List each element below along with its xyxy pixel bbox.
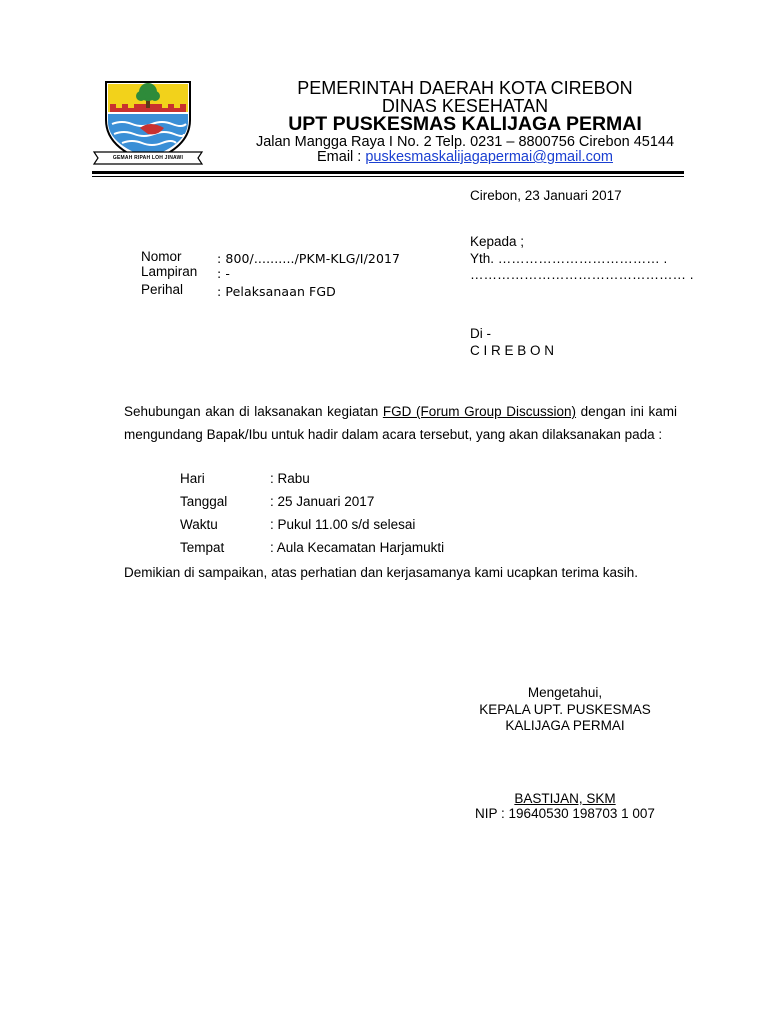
letterhead-email-line	[225, 149, 705, 166]
detail-value-tempat: : Aula Kecamatan Harjamukti	[270, 540, 445, 555]
intro-text-before: Sehubungan akan di laksanakan kegiatan	[124, 404, 383, 419]
letterhead-government: PEMERINTAH DAERAH KOTA CIREBON	[297, 78, 633, 98]
letterhead-divider-thin	[92, 176, 684, 177]
body-paragraph-intro	[124, 400, 677, 446]
recipient-city: C I R E B O N	[470, 343, 555, 358]
nomor-label: Nomor	[141, 249, 182, 264]
perihal-value: : Pelaksanaan FGD	[217, 284, 336, 299]
recipient-dots: ………………………………………… .	[470, 267, 694, 282]
detail-label-waktu: Waktu	[180, 517, 218, 532]
signatory-name: BASTIJAN, SKM	[514, 791, 616, 806]
lampiran-label: Lampiran	[141, 264, 198, 279]
recipient-yth: Yth. ……………………………… .	[470, 251, 668, 266]
fgd-term: FGD (Forum Group Discussion)	[382, 404, 577, 419]
letterhead-department: DINAS KESEHATAN	[381, 96, 549, 116]
detail-label-tempat: Tempat	[180, 540, 225, 555]
intro-text-after: dengan ini kami mengundang Bapak/Ibu untuk hadir dalam acara tersebut, yang akan dilaksanakan pada :	[124, 404, 677, 442]
signature-institution: KALIJAGA PERMAI	[505, 718, 625, 733]
recipient-di: Di -	[470, 326, 491, 341]
letterhead-institution: UPT PUSKESMAS KALIJAGA PERMAI	[288, 113, 642, 135]
lampiran-value: : -	[217, 266, 230, 281]
email-label: Email :	[317, 149, 366, 165]
logo-motto: GEMAH RIPAH LOH JINAWI	[112, 155, 184, 161]
body-paragraph-closing: Demikian di sampaikan, atas perhatian dan kerjasamanya kami ucapkan terima kasih.	[124, 565, 639, 580]
nomor-value: : 800/........../PKM-KLG/I/2017	[217, 251, 401, 266]
letter-date: Cirebon, 23 Januari 2017	[470, 188, 622, 203]
letterhead-address: Jalan Mangga Raya I No. 2 Telp. 0231 – 8800756 Cirebon 45144	[255, 134, 675, 150]
signature-title: KEPALA UPT. PUSKESMAS	[479, 702, 651, 717]
perihal-label: Perihal	[141, 282, 184, 297]
letterhead-divider-thick	[92, 171, 684, 174]
recipient-kepada: Kepada ;	[470, 234, 525, 249]
detail-value-tanggal: : 25 Januari 2017	[270, 494, 375, 509]
detail-label-tanggal: Tanggal	[180, 494, 228, 509]
email-link[interactable]: puskesmaskalijagapermai@gmail.com	[365, 149, 613, 165]
city-emblem-logo	[92, 78, 204, 170]
detail-value-waktu: : Pukul 11.00 s/d selesai	[270, 517, 416, 532]
signature-mengetahui: Mengetahui,	[527, 685, 603, 700]
detail-label-hari: Hari	[180, 471, 205, 486]
signature-nip: NIP : 19640530 198703 1 007	[475, 806, 655, 821]
detail-value-hari: : Rabu	[270, 471, 310, 486]
